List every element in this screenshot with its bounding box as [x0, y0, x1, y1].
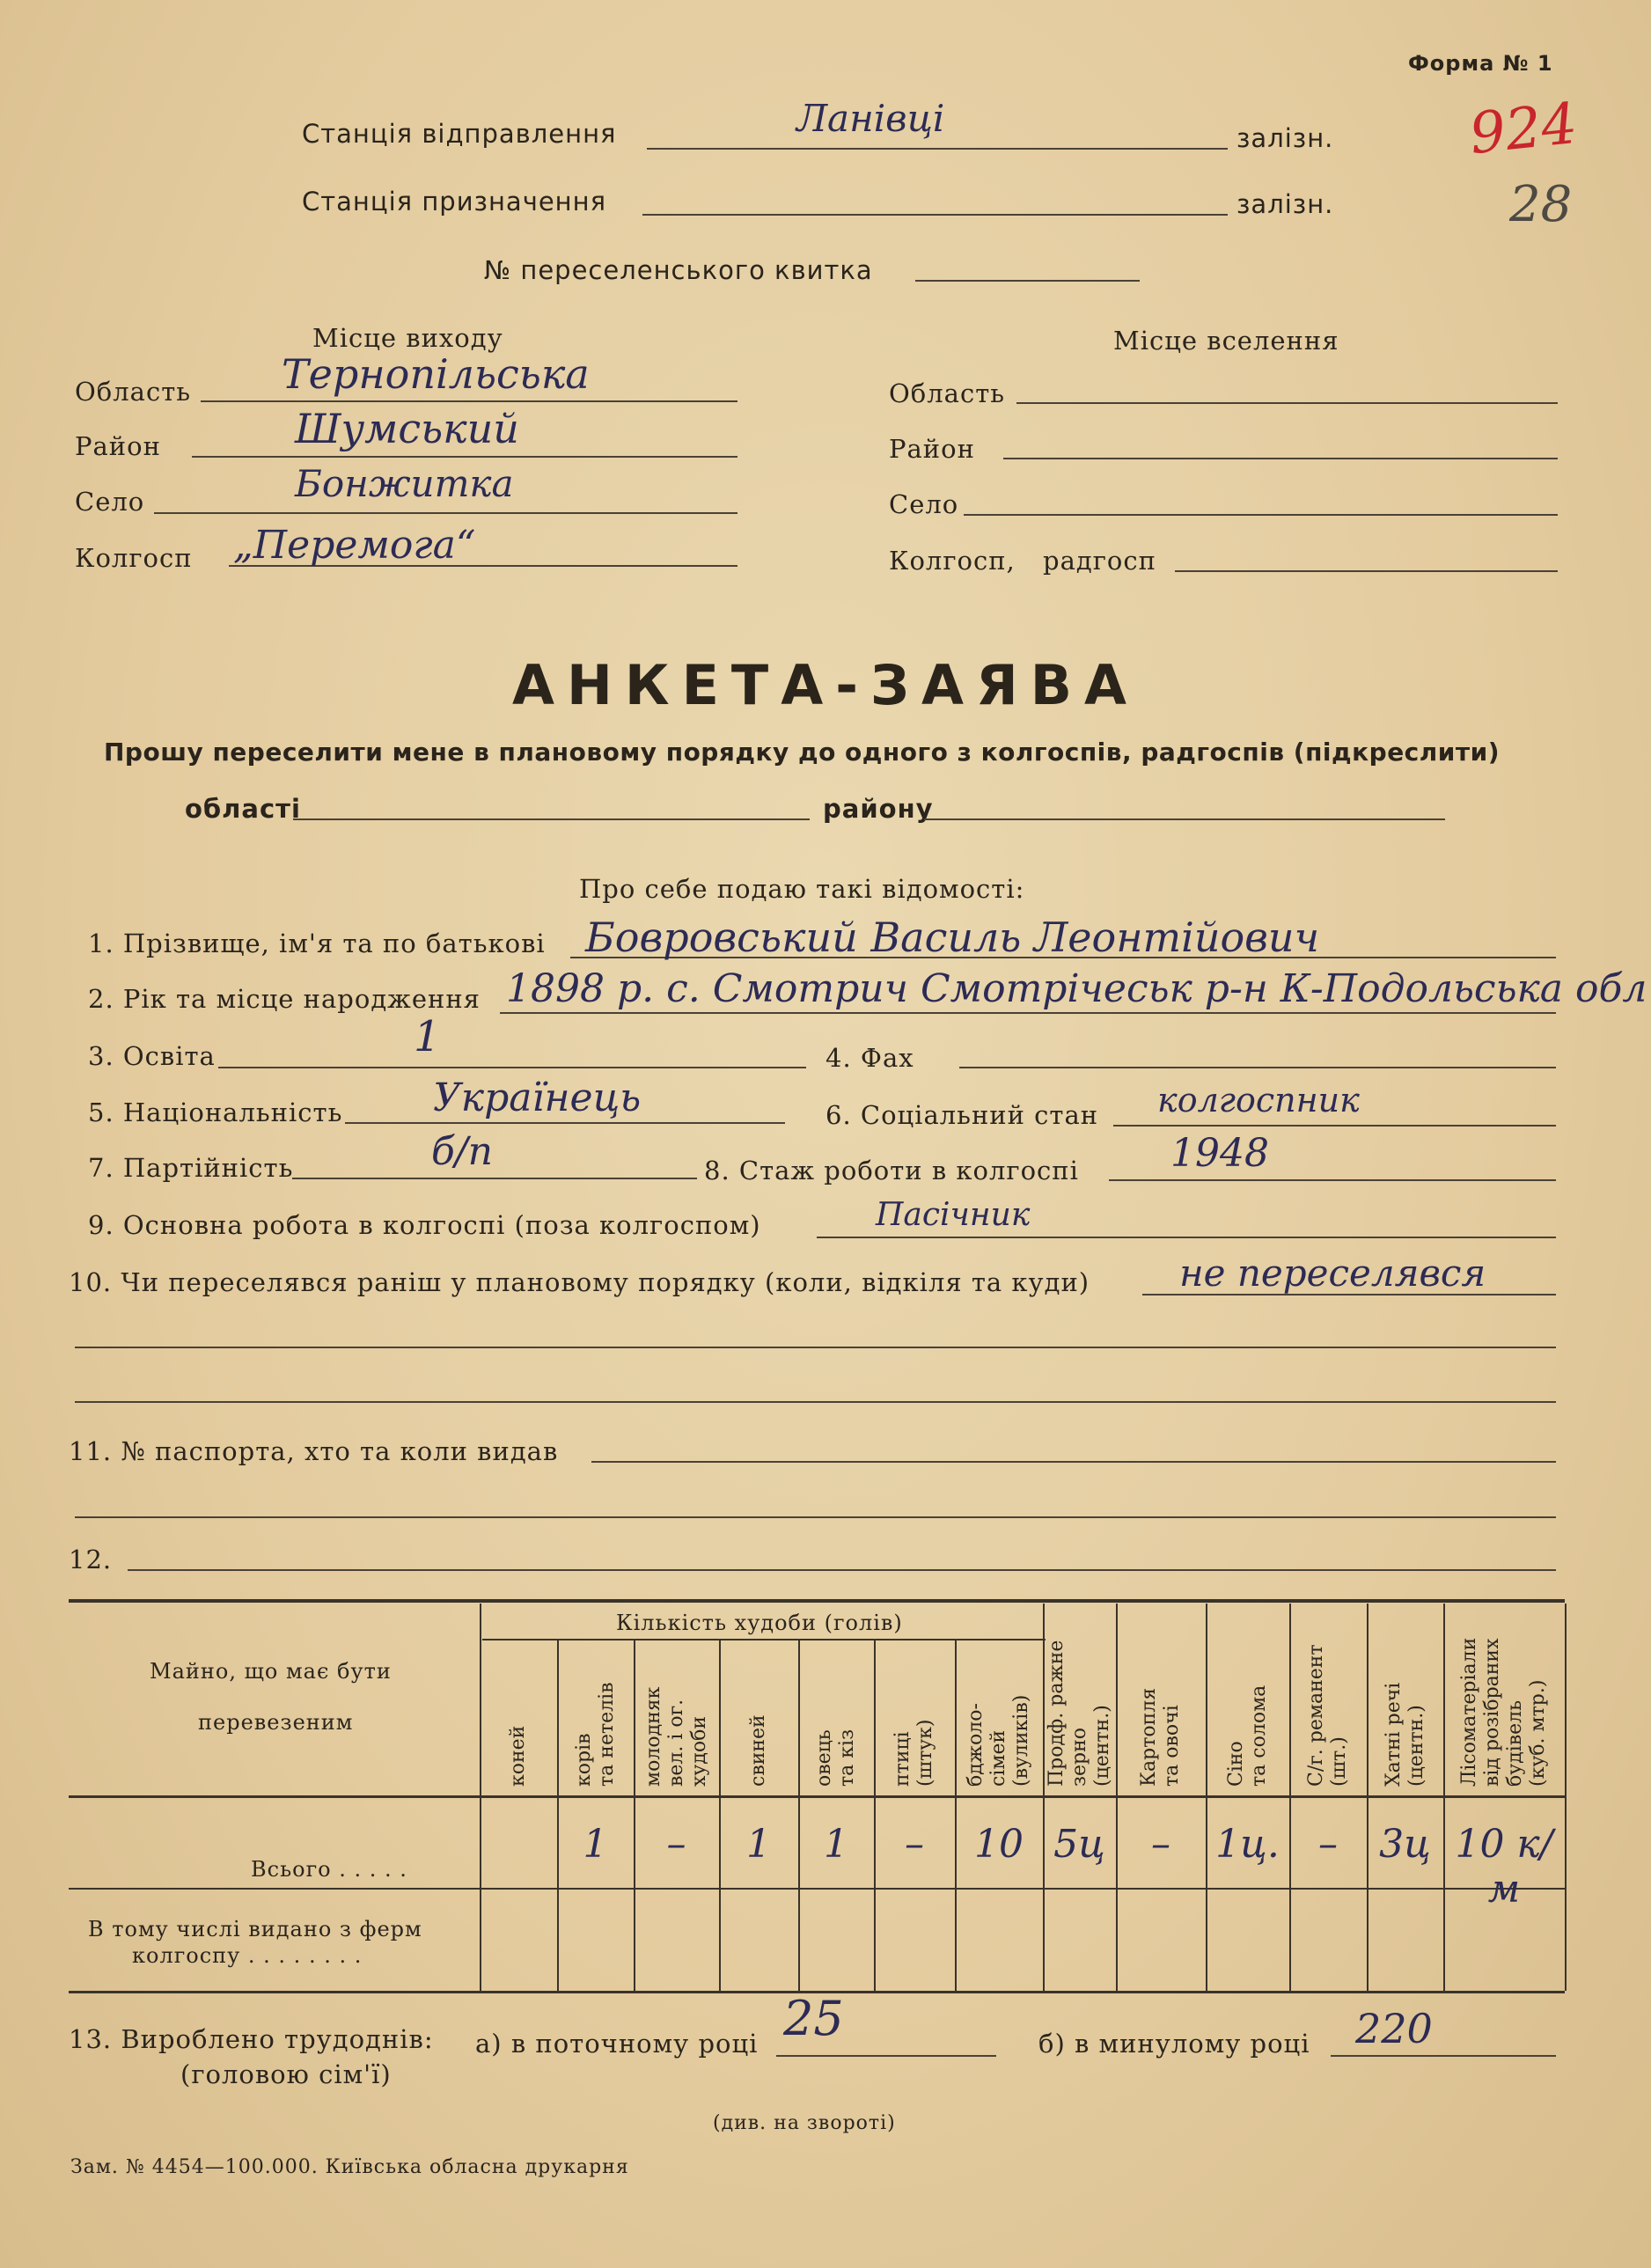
table-column-header-line: вел. і ог. — [664, 1699, 687, 1787]
ticket-number-line — [915, 280, 1140, 282]
table-column-divider — [1206, 1604, 1207, 1991]
workdays-past-line — [1331, 2055, 1556, 2057]
table-column-header — [965, 1695, 1033, 1787]
table-column-divider — [1565, 1604, 1567, 1991]
field-11-label: 11. № паспорта, хто та коли видав — [69, 1436, 559, 1466]
destination-raion-label: Район — [889, 434, 975, 464]
workdays-current-label: а) в поточному році — [475, 2029, 759, 2059]
field-13-sublabel: (головою сім'ї) — [180, 2059, 392, 2089]
field-8-value: 1948 — [1170, 1131, 1269, 1176]
field-10-line-3 — [75, 1401, 1556, 1403]
table-total-cell: 1ц. — [1215, 1822, 1280, 1867]
table-total-cell: 5ц — [1053, 1822, 1105, 1867]
field-6-label: 6. Соціальний стан — [826, 1100, 1099, 1130]
table-column-header-line: та нетелів — [595, 1682, 618, 1787]
field-9-label: 9. Основна робота в колгоспі (поза колгоспом) — [88, 1210, 761, 1240]
workdays-current-value: 25 — [783, 1991, 844, 2046]
table-column-header — [1305, 1644, 1351, 1787]
about-heading: Про себе подаю такі відомості: — [579, 874, 1025, 904]
form-number-label: Форма № 1 — [1408, 51, 1553, 76]
table-column-header-line: (штук) — [914, 1719, 936, 1787]
origin-selo-value: Бонжитка — [295, 462, 514, 505]
table-column-header-line: Продф. ражне — [1045, 1640, 1068, 1787]
destination-kolhosp-line — [1175, 570, 1558, 572]
table-total-cell: – — [1318, 1822, 1338, 1867]
field-5-line — [345, 1122, 785, 1124]
archive-number-red: 924 — [1466, 91, 1581, 168]
request-oblast-label: області — [185, 794, 301, 824]
table-column-header-line: сімей — [987, 1729, 1009, 1787]
archive-number-pencil: 28 — [1509, 176, 1573, 233]
table-column-header-line: коней — [507, 1725, 529, 1787]
field-11-line-2 — [75, 1516, 1556, 1518]
table-column-header-line: овець — [813, 1729, 835, 1787]
field-4-label: 4. Фах — [826, 1043, 914, 1073]
workdays-past-value: 220 — [1355, 2005, 1433, 2052]
table-column-header-line: птиці — [892, 1731, 914, 1787]
field-9-line — [817, 1237, 1556, 1238]
workdays-current-line — [776, 2055, 996, 2057]
table-total-cell: – — [905, 1822, 924, 1867]
table-row-header-line-1: Майно, що має бути — [150, 1659, 392, 1684]
departure-station-line — [647, 148, 1228, 150]
table-column-header-line: будівель — [1504, 1699, 1526, 1787]
table-column-divider — [798, 1640, 800, 1991]
destination-oblast-line — [1016, 402, 1558, 404]
field-3-line — [218, 1067, 806, 1068]
table-column-header-line: від розібраних — [1481, 1638, 1503, 1787]
table-column-divider — [557, 1640, 559, 1991]
table-row-header-line-2: перевезеним — [198, 1710, 354, 1735]
field-7-line — [292, 1178, 697, 1179]
form-title: АНКЕТА-ЗАЯВА — [512, 653, 1139, 717]
field-12-line — [128, 1569, 1556, 1571]
field-1-value: Бовровський Василь Леонтійович — [585, 914, 1320, 961]
table-total-bottom — [69, 1888, 1565, 1890]
field-5-label: 5. Національність — [88, 1097, 343, 1127]
table-total-cell: 1 — [583, 1822, 608, 1867]
field-10-value: не переселявся — [1179, 1251, 1486, 1295]
field-8-line — [1109, 1179, 1556, 1181]
table-column-header-line: (шт.) — [1328, 1736, 1350, 1787]
destination-selo-line — [964, 514, 1558, 516]
table-column-header-line: корів — [572, 1733, 595, 1787]
table-column-header-line: та кіз — [836, 1729, 858, 1787]
origin-oblast-line — [201, 400, 737, 402]
see-back-note: (див. на звороті) — [713, 2112, 896, 2134]
table-column-divider — [874, 1640, 876, 1991]
destination-raion-line — [1003, 458, 1558, 459]
table-column-header-line: молодняк — [642, 1686, 664, 1787]
departure-station-value: Ланівці — [796, 97, 945, 140]
table-column-header — [892, 1720, 937, 1787]
table-column-divider — [955, 1640, 957, 1991]
destination-oblast-label: Область — [889, 378, 1006, 408]
field-13-label: 13. Вироблено трудоднів: — [69, 2024, 434, 2054]
table-column-header-line: свиней — [747, 1714, 769, 1787]
departure-station-label: Станція відправлення — [302, 119, 617, 149]
table-column-header — [1138, 1688, 1184, 1787]
table-column-header-line: (центн.) — [1405, 1705, 1427, 1787]
destination-heading: Місце вселення — [1113, 326, 1339, 356]
table-total-cell: – — [666, 1822, 686, 1867]
ticket-number-label: № переселенського квитка — [484, 255, 873, 285]
field-3-value: 1 — [414, 1012, 441, 1061]
table-top-border — [69, 1599, 1565, 1603]
field-4-line — [959, 1067, 1556, 1068]
table-column-header-line: та солома — [1247, 1684, 1270, 1787]
table-column-divider — [719, 1640, 721, 1991]
field-7-label: 7. Партійність — [88, 1153, 294, 1183]
destination-station-line — [642, 214, 1228, 216]
origin-oblast-label: Область — [75, 377, 192, 407]
destination-kolhosp-label: Колгосп, — [889, 546, 1016, 576]
table-total-cell: – — [1151, 1822, 1170, 1867]
destination-radhosp-label: радгосп — [1043, 546, 1156, 576]
table-column-divider — [1367, 1604, 1368, 1991]
table-column-header — [507, 1726, 530, 1787]
table-total-cell: 1 — [746, 1822, 771, 1867]
table-group-header: Кількість худоби (голів) — [616, 1611, 903, 1635]
table-column-divider — [1443, 1604, 1445, 1991]
table-column-header-line: (вуликів) — [1010, 1694, 1032, 1787]
table-column-header — [1383, 1683, 1428, 1787]
table-column-divider — [1043, 1604, 1045, 1991]
table-column-header — [573, 1682, 619, 1787]
destination-station-label: Станція призначення — [302, 187, 607, 217]
table-total-cell: 10 к/м — [1455, 1822, 1553, 1912]
table-column-header-line: С/г. реманент — [1305, 1644, 1327, 1787]
field-12-label: 12. — [69, 1545, 113, 1574]
field-6-value: колгоспник — [1157, 1081, 1360, 1119]
workdays-past-label: б) в минулому році — [1038, 2029, 1310, 2059]
table-column-header-line: Хатні речі — [1382, 1682, 1405, 1787]
table-header-bottom — [69, 1795, 1565, 1798]
origin-heading: Місце виходу — [312, 323, 503, 353]
field-2-line — [500, 1012, 1556, 1014]
field-8-label: 8. Стаж роботи в колгоспі — [704, 1156, 1079, 1185]
table-column-header — [1458, 1638, 1550, 1787]
origin-selo-label: Село — [75, 487, 145, 517]
field-5-value: Українець — [433, 1075, 642, 1120]
table-column-header — [642, 1687, 711, 1787]
field-2-value: 1898 р. с. Смотрич Смотрічеськ р-н К-Подольська обл — [506, 966, 1647, 1011]
request-text: Прошу переселити мене в плановому порядку до одного з колгоспів, радгоспів (підкреслити) — [104, 738, 1501, 767]
departure-railway-label: залізн. — [1236, 123, 1334, 153]
field-6-line — [1113, 1125, 1556, 1127]
destination-railway-label: залізн. — [1236, 189, 1334, 219]
table-farm-label-1: В тому числі видано з ферм — [88, 1917, 422, 1941]
origin-raion-label: Район — [75, 431, 161, 461]
origin-kolhosp-label: Колгосп — [75, 543, 193, 573]
table-total-cell: 10 — [974, 1822, 1024, 1867]
field-10-line-2 — [75, 1347, 1556, 1348]
table-column-header — [1225, 1685, 1271, 1787]
table-column-header — [813, 1729, 859, 1787]
request-raion-line — [924, 818, 1445, 820]
field-1-label: 1. Прізвище, ім'я та по батькові — [88, 928, 546, 958]
table-total-cell: 1 — [824, 1822, 848, 1867]
table-column-header-line: Сіно — [1224, 1741, 1247, 1787]
table-column-header-line: зерно — [1068, 1727, 1090, 1787]
field-10-label: 10. Чи переселявся раніш у плановому порядку (коли, відкіля та куди) — [69, 1267, 1090, 1297]
field-11-line — [591, 1461, 1556, 1463]
table-total-label: Всього . . . . . — [251, 1857, 407, 1882]
table-column-header-line: та овочі — [1161, 1705, 1183, 1787]
table-column-header-line: (куб. мтр.) — [1527, 1679, 1549, 1787]
table-total-cell: 3ц — [1379, 1822, 1431, 1867]
field-3-label: 3. Освіта — [88, 1041, 216, 1071]
table-column-header-line: бджоло- — [965, 1703, 987, 1787]
table-column-divider — [1289, 1604, 1291, 1991]
field-9-value: Пасічник — [876, 1197, 1031, 1233]
field-7-value: б/п — [431, 1129, 494, 1174]
origin-raion-value: Шумський — [295, 405, 519, 452]
table-column-divider — [1116, 1604, 1118, 1991]
table-column-header-line: Картопля — [1138, 1687, 1160, 1787]
table-farm-label-2: колгоспу . . . . . . . . — [132, 1943, 363, 1968]
origin-raion-line — [192, 456, 737, 458]
table-column-header-line: (центн.) — [1090, 1705, 1113, 1787]
request-oblast-line — [293, 818, 810, 820]
origin-selo-line — [154, 512, 737, 514]
origin-oblast-value: Тернопільська — [282, 350, 590, 398]
printer-note: Зам. № 4454—100.000. Київська обласна друкарня — [70, 2156, 629, 2178]
table-group-divider — [482, 1639, 1046, 1640]
table-column-header-line: Лісоматеріали — [1458, 1637, 1480, 1787]
origin-kolhosp-value: „Перемога“ — [233, 523, 476, 568]
field-2-label: 2. Рік та місце народження — [88, 984, 481, 1014]
destination-selo-label: Село — [889, 489, 959, 519]
table-column-divider — [480, 1604, 481, 1991]
table-column-header — [747, 1714, 770, 1787]
table-column-divider — [634, 1640, 635, 1991]
table-column-header-line: худоби — [687, 1715, 710, 1787]
table-column-header — [1046, 1640, 1114, 1787]
request-raion-label: району — [823, 794, 934, 824]
